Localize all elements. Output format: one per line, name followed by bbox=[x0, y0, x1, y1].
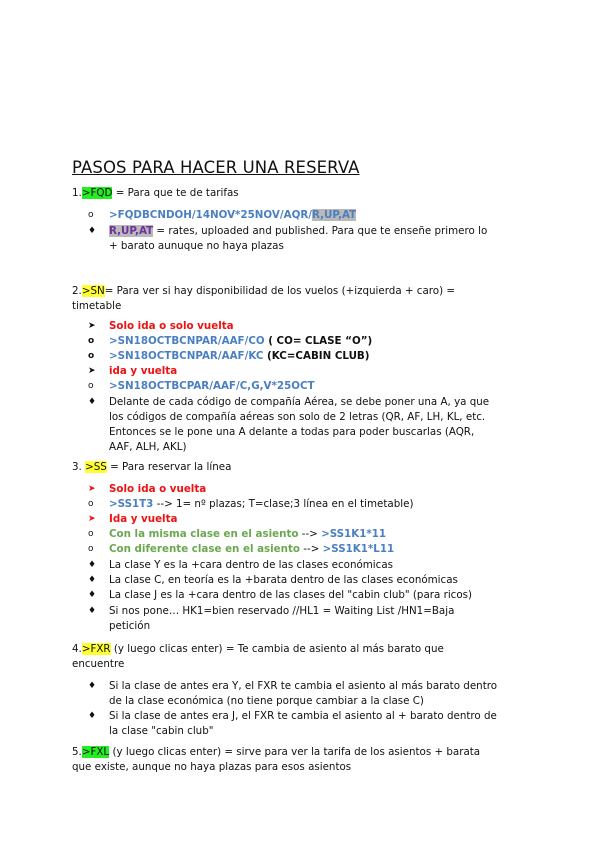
rates-code: R,UP,AT bbox=[109, 225, 154, 237]
command-text: >SS1K1*11 bbox=[321, 528, 387, 540]
list-item bbox=[88, 319, 528, 334]
step-4-text: (y luego clicas enter) = Te cambia de asiento al más barato que bbox=[110, 643, 444, 655]
rates-description: = rates, uploaded and published. Para que te enseñe primero lo bbox=[153, 225, 488, 237]
step-5-number: 5. bbox=[72, 746, 82, 758]
subheading: Ida y vuelta bbox=[109, 513, 178, 525]
note-line: Delante de cada código de compañía Aérea, se debe poner una A, ya que bbox=[109, 396, 490, 408]
class-option: Con la misma clase en el asiento bbox=[109, 528, 299, 540]
list-item bbox=[88, 349, 528, 364]
circle-bullet-icon: o bbox=[88, 210, 94, 220]
arrow-text: --> bbox=[300, 543, 323, 555]
step-3-text: = Para reservar la línea bbox=[106, 461, 232, 473]
list-item bbox=[88, 512, 528, 527]
list-item bbox=[88, 334, 528, 349]
command-text: >SN18OCTBCPAR/AAF/C,G,V*25OCT bbox=[109, 380, 315, 392]
list-item bbox=[88, 558, 528, 573]
diamond-bullet-icon: ♦ bbox=[88, 606, 97, 616]
note-line: los códigos de compañía aéreas son solo de 2 letras (QR, AF, LH, KL, etc. bbox=[109, 411, 486, 423]
step-2-command: >SN bbox=[81, 285, 105, 297]
rates-description-cont: + barato aunuque no haya plazas bbox=[109, 240, 284, 252]
diamond-bullet-icon: ♦ bbox=[88, 711, 97, 721]
command-text: >SN18OCTBCNPAR/AAF/CO bbox=[109, 335, 265, 347]
note-line: La clase J es la +cara dentro de las clases del "cabin club" (para ricos) bbox=[109, 589, 473, 601]
list-item bbox=[88, 497, 528, 512]
list-item bbox=[88, 379, 528, 394]
arrow-bullet-icon: ➤ bbox=[88, 321, 96, 331]
command-note: (KC=CABIN CLUB) bbox=[263, 350, 370, 362]
list-item bbox=[88, 482, 528, 497]
step-3-command: >SS bbox=[85, 461, 107, 473]
list-item bbox=[88, 208, 528, 223]
list-item bbox=[88, 527, 528, 542]
note-line: La clase Y es la +cara dentro de las clases económicas bbox=[109, 559, 394, 571]
step-3-number: 3. bbox=[72, 461, 86, 473]
step-3-paragraph bbox=[72, 460, 512, 475]
step-4-text-cont: encuentre bbox=[72, 658, 125, 670]
list-item bbox=[88, 588, 528, 603]
diamond-bullet-icon: ♦ bbox=[88, 560, 97, 570]
step-4-number: 4. bbox=[72, 643, 82, 655]
subheading: Solo ida o vuelta bbox=[109, 483, 207, 495]
step-5-text-cont: que existe, aunque no haya plazas para esos asientos bbox=[72, 761, 352, 773]
step-4-paragraph bbox=[72, 642, 512, 672]
diamond-bullet-icon: ♦ bbox=[88, 575, 97, 585]
list-item bbox=[88, 604, 528, 634]
note-line: de la clase económica (no tiene porque cambiar a la clase C) bbox=[109, 695, 424, 707]
note-line: La clase C, en teoría es la +barata dentro de las clases económicas bbox=[109, 574, 458, 586]
command-highlight: R,UP,AT bbox=[312, 209, 357, 221]
arrow-text: --> bbox=[298, 528, 322, 540]
step-2-text-cont: timetable bbox=[72, 300, 122, 312]
arrow-bullet-icon: ➤ bbox=[88, 484, 96, 494]
note-line: AAF, ALH, AKL) bbox=[109, 441, 187, 453]
diamond-bullet-icon: ♦ bbox=[88, 226, 97, 236]
step-2-text: = Para ver si hay disponibilidad de los vuelos (+izquierda + caro) = bbox=[104, 285, 456, 297]
step-1-text: = Para que te de tarifas bbox=[112, 187, 239, 199]
step-1-paragraph bbox=[72, 186, 512, 201]
step-4-command: >FXR bbox=[81, 643, 111, 655]
note-line: Si la clase de antes era Y, el FXR te cambia el asiento al más barato dentro bbox=[109, 680, 498, 692]
command-text: >FQDBCNDOH/14NOV*25NOV/AQR/ bbox=[109, 209, 313, 221]
circle-bullet-icon: o bbox=[88, 544, 94, 554]
diamond-bullet-icon: ♦ bbox=[88, 397, 97, 407]
step-5-text: (y luego clicas enter) = sirve para ver la tarifa de los asientos + barata bbox=[109, 746, 481, 758]
list-item bbox=[88, 573, 528, 588]
note-line: Si la clase de antes era J, el FXR te cambia el asiento al + barato dentro de bbox=[109, 710, 497, 722]
circle-bullet-icon: o bbox=[88, 381, 94, 391]
diamond-bullet-icon: ♦ bbox=[88, 590, 97, 600]
list-item bbox=[88, 364, 528, 379]
arrow-bullet-icon: ➤ bbox=[88, 514, 96, 524]
step-2-paragraph bbox=[72, 284, 512, 314]
step-5-paragraph bbox=[72, 745, 512, 775]
circle-bullet-icon: o bbox=[88, 499, 94, 509]
list-item bbox=[88, 542, 528, 557]
step-1-command: >FQD bbox=[81, 187, 113, 199]
command-text: >SN18OCTBCNPAR/AAF/KC bbox=[109, 350, 264, 362]
step-5-command: >FXL bbox=[81, 746, 110, 758]
command-note: ( CO= CLASE “O”) bbox=[264, 335, 373, 347]
command-text: >SS1K1*L11 bbox=[322, 543, 395, 555]
command-text: >SS1T3 bbox=[109, 498, 154, 510]
note-line: Si nos pone… HK1=bien reservado //HL1 = Waiting List /HN1=Baja bbox=[109, 605, 455, 617]
arrow-bullet-icon: ➤ bbox=[88, 366, 96, 376]
list-item bbox=[88, 679, 528, 709]
step-2-number: 2. bbox=[72, 285, 82, 297]
circle-bullet-icon: o bbox=[88, 351, 95, 361]
note-line: Entonces se le pone una A delante a todas para poder buscarlas (AQR, bbox=[109, 426, 475, 438]
list-item bbox=[88, 709, 528, 739]
note-line: petición bbox=[109, 620, 151, 632]
circle-bullet-icon: o bbox=[88, 529, 94, 539]
list-item bbox=[88, 395, 528, 455]
subheading: Solo ida o solo vuelta bbox=[109, 320, 234, 332]
list-item bbox=[88, 224, 528, 254]
command-note: --> 1= nº plazas; T=clase;3 línea en el timetable) bbox=[153, 498, 414, 510]
page-title: PASOS PARA HACER UNA RESERVA bbox=[72, 158, 360, 177]
subheading: ida y vuelta bbox=[109, 365, 178, 377]
class-option: Con diferente clase en el asiento bbox=[109, 543, 300, 555]
circle-bullet-icon: o bbox=[88, 336, 95, 346]
note-line: la clase "cabin club" bbox=[109, 725, 214, 737]
step-1-number: 1. bbox=[72, 187, 82, 199]
diamond-bullet-icon: ♦ bbox=[88, 681, 97, 691]
